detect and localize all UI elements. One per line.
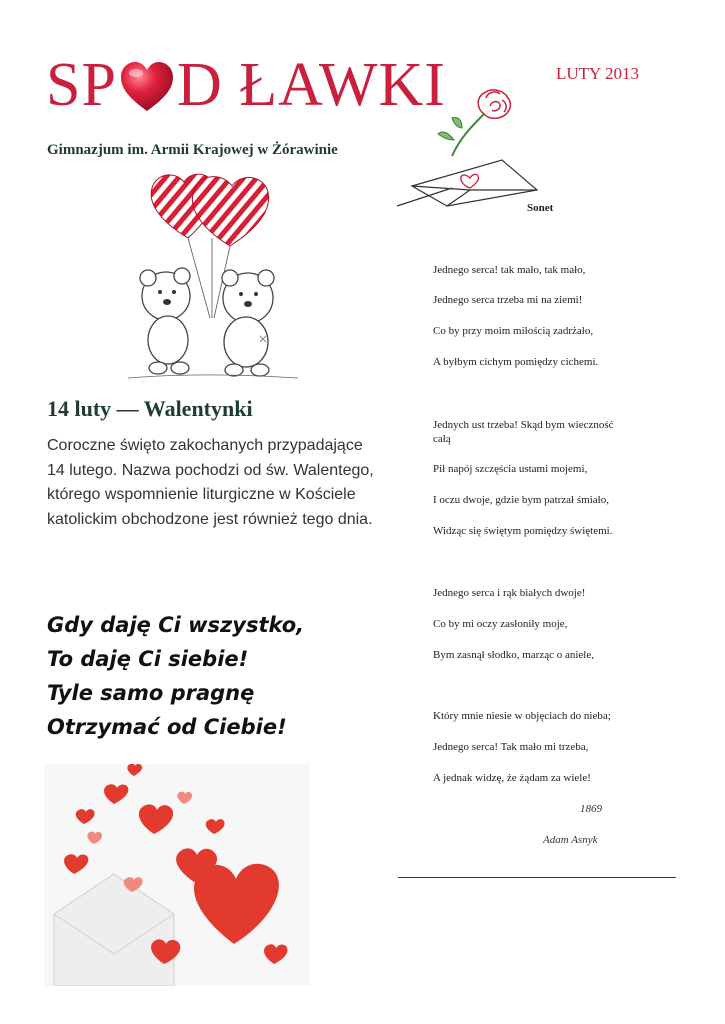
- poem-author: Adam Asnyk: [543, 834, 598, 846]
- poem-line: Jednego serca! tak mało, tak mało,: [433, 264, 586, 276]
- masthead-prefix: SP: [46, 51, 117, 119]
- slogan-line: Gdy daję Ci wszystko,: [47, 613, 305, 637]
- poem-year: 1869: [580, 803, 602, 815]
- flying-hearts-illustration: [44, 764, 310, 986]
- poem-line: Jednych ust trzeba! Skąd bym wieczność całą: [433, 419, 614, 445]
- masthead-suffix: D ŁAWKI: [176, 51, 446, 119]
- poem-line: Co by przy moim miłością zadrżało,: [433, 325, 594, 337]
- poem-line: A byłbym cichym pomiędzy cichemi.: [433, 356, 599, 368]
- slogan-line: To daję Ci siebie!: [47, 647, 249, 671]
- poem-line: Jednego serca i rąk białych dwoje!: [433, 587, 586, 599]
- poem-line: Co by mi oczy zasłoniły moje,: [433, 618, 568, 630]
- poem-line: I oczu dwoje, gdzie bym patrzał śmiało,: [433, 494, 609, 506]
- school-name: Gimnazjum im. Armii Krajowej w Żórawinie: [47, 142, 338, 158]
- divider: [398, 877, 676, 878]
- teddy-bears-illustration: [118, 168, 308, 383]
- article-title: 14 luty — Walentynki: [47, 396, 253, 421]
- issue-date: LUTY 2013: [556, 64, 639, 83]
- poem-line: Który mnie niesie w objęciach do nieba;: [433, 710, 611, 722]
- rose-illustration: [392, 78, 552, 218]
- slogan-line: Otrzymać od Ciebie!: [47, 715, 287, 739]
- poem-title: Sonet: [527, 202, 554, 214]
- poem-line: Pił napój szczęścia ustami mojemi,: [433, 463, 588, 475]
- slogan: [47, 608, 304, 744]
- heart-icon: [119, 59, 175, 115]
- article-body: Coroczne święto zakochanych przypadające 14 lutego. Nazwa pochodzi od św. Walentego, którego wspomnienie liturgiczne w Kościele katolickim obchodzone jest również tego dnia.: [47, 437, 374, 528]
- poem-line: Bym zasnął słodko, marząc o aniele,: [433, 649, 594, 661]
- poem-line: Jednego serca trzeba mi na ziemi!: [433, 294, 583, 306]
- masthead-title: [46, 50, 446, 120]
- poem-line: A jednak widzę, że żądam za wiele!: [433, 772, 591, 784]
- poem-line: Widząc się świętym pomiędzy świętemi.: [433, 525, 613, 537]
- poem-line: Jednego serca! Tak mało mi trzeba,: [433, 741, 589, 753]
- slogan-line: Tyle samo pragnę: [47, 681, 255, 705]
